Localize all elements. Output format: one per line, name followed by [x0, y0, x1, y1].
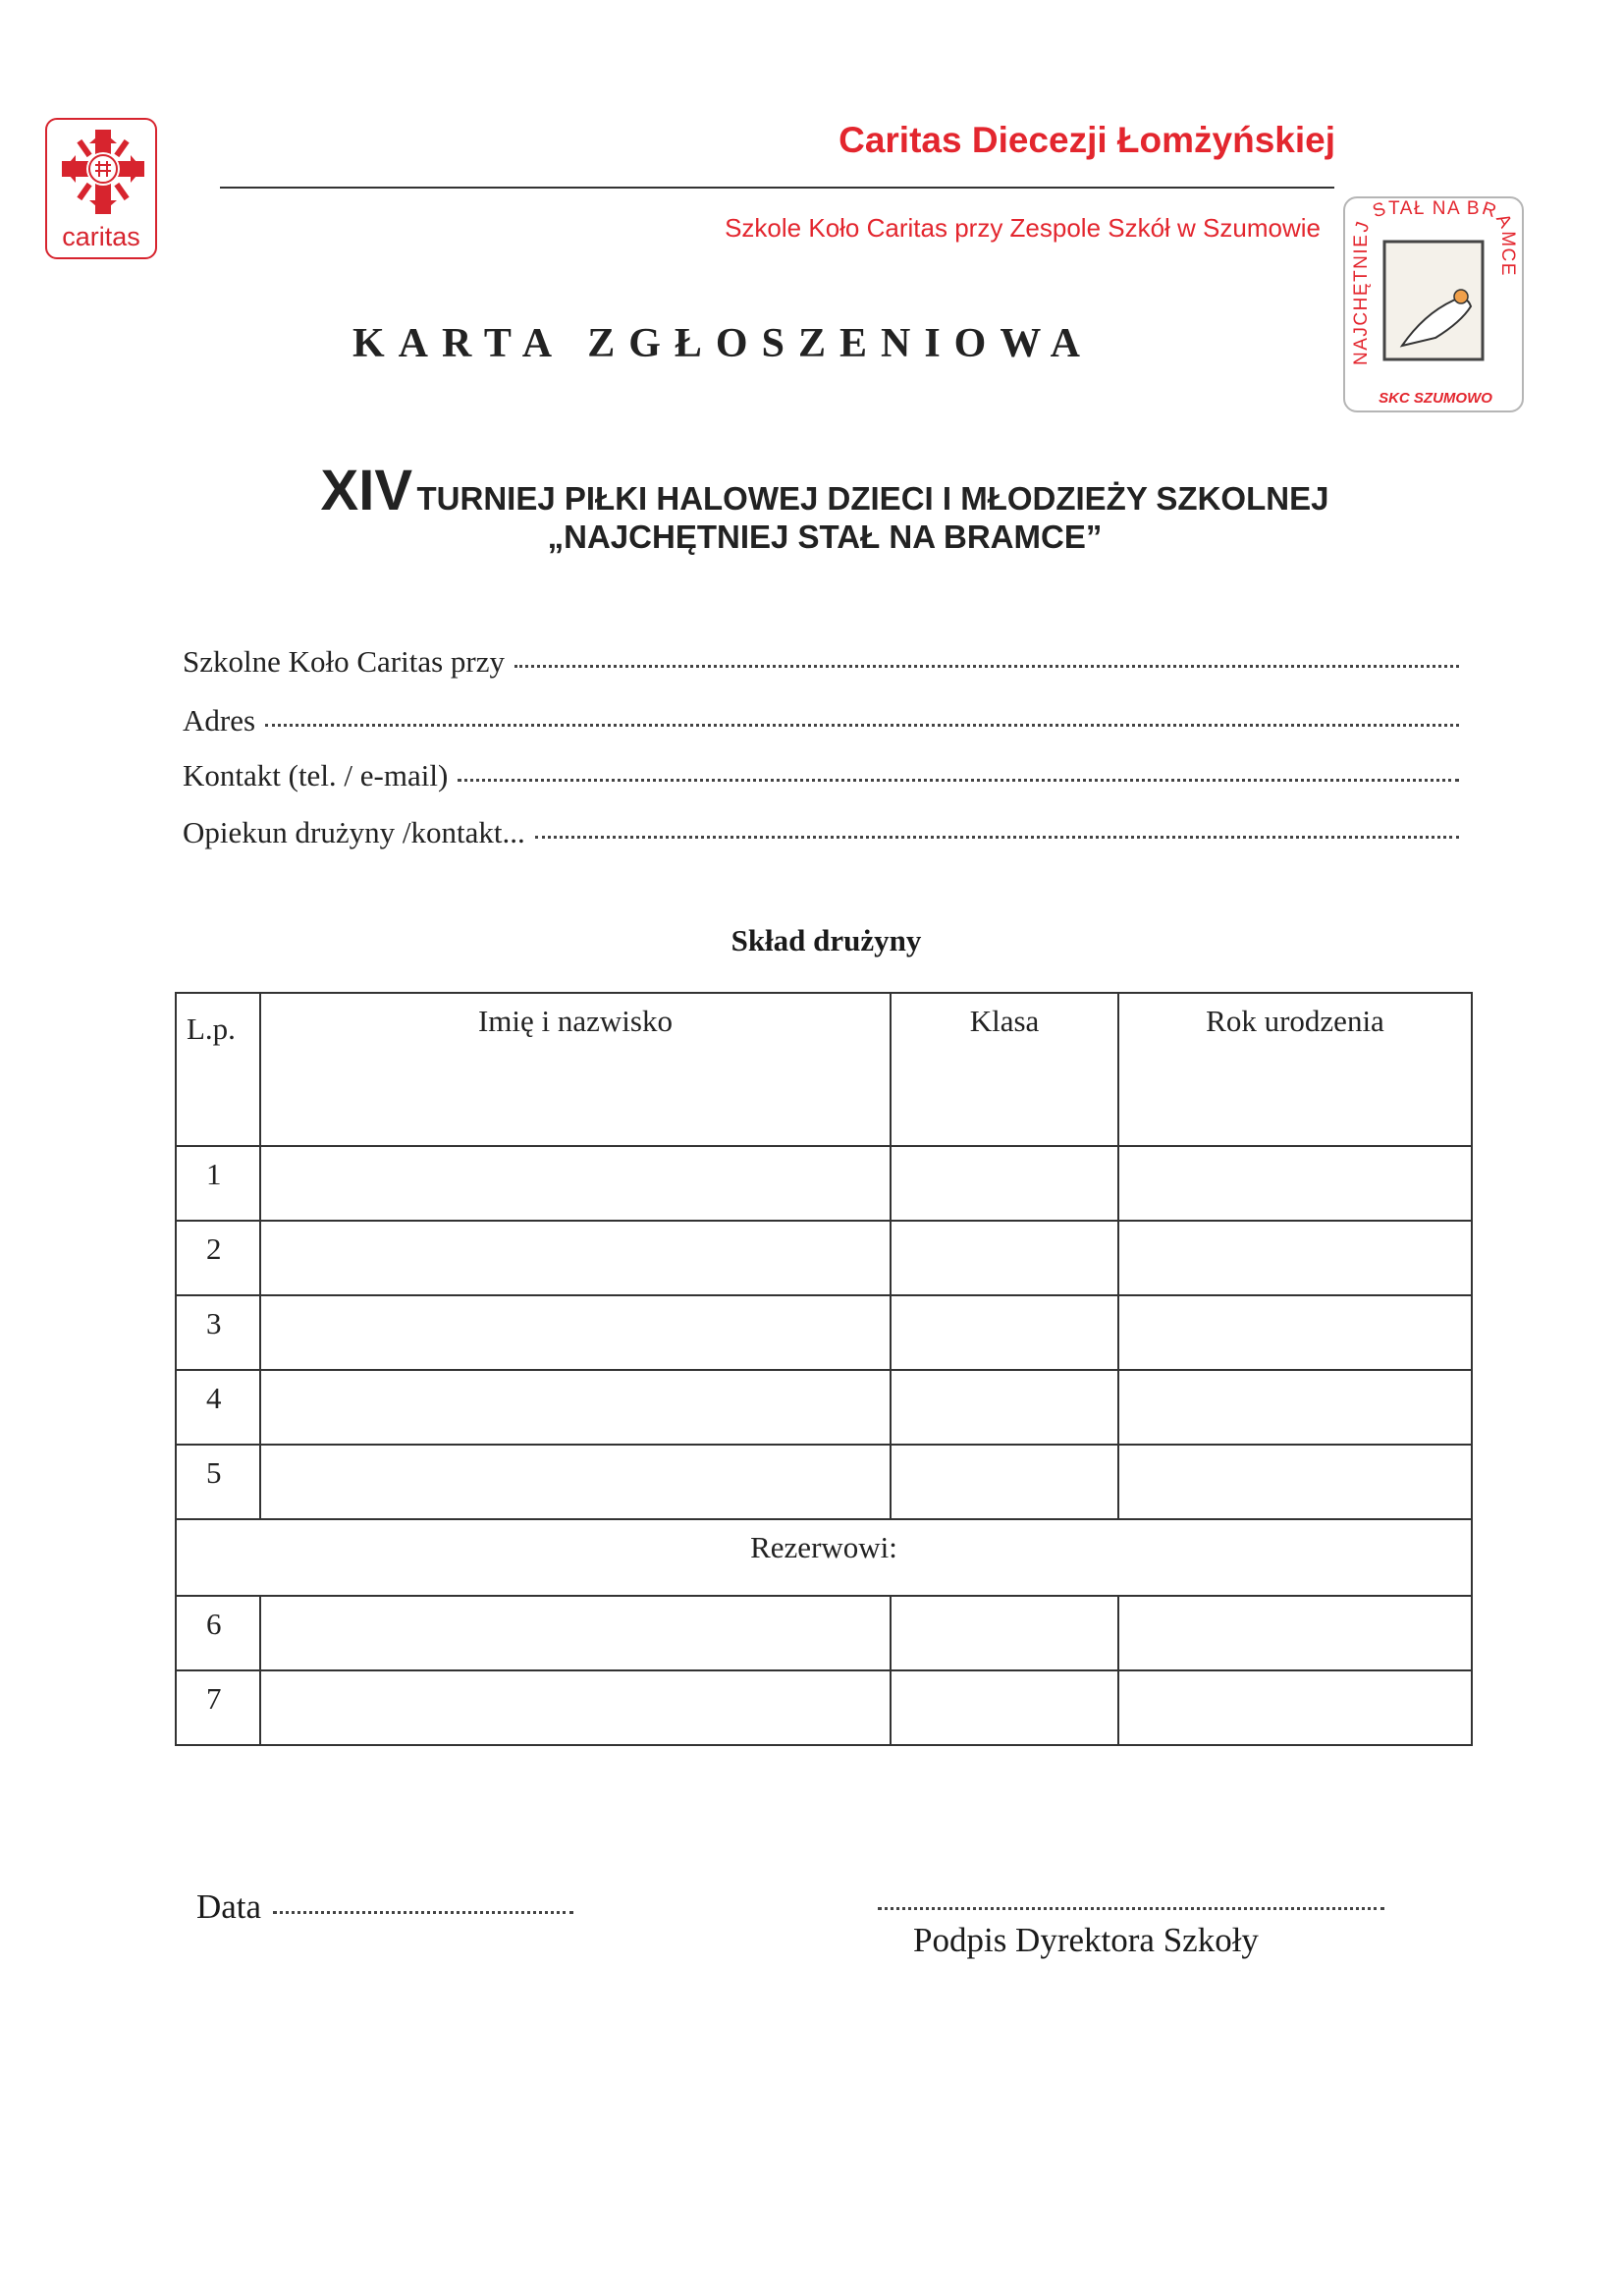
- row-number: 2: [176, 1221, 260, 1295]
- stamp-ring-text: NAJCHĘTNIEJ STAŁ NA BRAMCE: [1351, 198, 1518, 365]
- table-row: [176, 1445, 1472, 1519]
- date-label: Data: [196, 1887, 262, 1926]
- table-header-row: [176, 993, 1472, 1146]
- column-header-birth-year: Rok urodzenia: [1118, 993, 1472, 1146]
- column-header-lp: L.p.: [176, 993, 260, 1146]
- coach-dotted-line[interactable]: [535, 835, 1459, 839]
- organization-name: Caritas Diecezji Łomżyńskiej: [839, 120, 1335, 160]
- player-name-cell[interactable]: [260, 1370, 891, 1445]
- player-birth-year-cell[interactable]: [1118, 1370, 1472, 1445]
- player-birth-year-cell[interactable]: [1118, 1670, 1472, 1745]
- player-class-cell[interactable]: [891, 1370, 1118, 1445]
- school-club-label: Szkolne Koło Caritas przy: [183, 644, 506, 679]
- tournament-subtitle: „NAJCHĘTNIEJ STAŁ NA BRAMCE”: [547, 519, 1103, 555]
- player-name-cell[interactable]: [260, 1445, 891, 1519]
- player-birth-year-cell[interactable]: [1118, 1221, 1472, 1295]
- date-dotted-line[interactable]: [273, 1911, 573, 1914]
- form-title: KARTA ZGŁOSZENIOWA: [352, 321, 1095, 366]
- player-name-cell[interactable]: [260, 1670, 891, 1745]
- caritas-cross-icon: [60, 128, 146, 216]
- player-class-cell[interactable]: [891, 1295, 1118, 1370]
- contact-dotted-line[interactable]: [458, 778, 1459, 782]
- row-number: 1: [176, 1146, 260, 1221]
- player-name-cell[interactable]: [260, 1596, 891, 1670]
- player-birth-year-cell[interactable]: [1118, 1445, 1472, 1519]
- row-number: 6: [176, 1596, 260, 1670]
- header-divider: [220, 187, 1334, 189]
- table-row: [176, 1221, 1472, 1295]
- player-name-cell[interactable]: [260, 1295, 891, 1370]
- caritas-logo-text: caritas: [62, 222, 140, 251]
- address-label: Adres: [183, 703, 256, 738]
- school-club-field[interactable]: [183, 644, 1459, 680]
- reserves-row: [176, 1519, 1472, 1596]
- tournament-numeral: XIV: [320, 459, 413, 522]
- player-class-cell[interactable]: [891, 1596, 1118, 1670]
- skc-stamp: [1343, 196, 1524, 412]
- address-field[interactable]: [183, 703, 1459, 738]
- column-header-name: Imię i nazwisko: [260, 993, 891, 1146]
- signature-dotted-line[interactable]: [878, 1907, 1384, 1910]
- row-number: 3: [176, 1295, 260, 1370]
- player-name-cell[interactable]: [260, 1146, 891, 1221]
- team-table: [175, 992, 1473, 1746]
- contact-label: Kontakt (tel. / e-mail): [183, 758, 449, 793]
- table-row: [176, 1146, 1472, 1221]
- address-dotted-line[interactable]: [265, 723, 1459, 727]
- row-number: 4: [176, 1370, 260, 1445]
- contact-field[interactable]: [183, 758, 1459, 793]
- player-birth-year-cell[interactable]: [1118, 1146, 1472, 1221]
- table-row: [176, 1295, 1472, 1370]
- reserves-label: Rezerwowi:: [176, 1519, 1472, 1596]
- team-composition-heading: Skład drużyny: [730, 923, 922, 957]
- sub-organization-name: Szkole Koło Caritas przy Zespole Szkół w Szumowie: [725, 213, 1321, 243]
- tournament-name: TURNIEJ PIŁKI HALOWEJ DZIECI I MŁODZIEŻY SZKOLNEJ: [416, 480, 1329, 517]
- coach-field[interactable]: [183, 815, 1459, 850]
- table-row: [176, 1370, 1472, 1445]
- coach-label: Opiekun drużyny /kontakt...: [183, 815, 525, 849]
- goalkeeper-icon: [1345, 198, 1526, 414]
- player-birth-year-cell[interactable]: [1118, 1295, 1472, 1370]
- stamp-footer-text: SKC SZUMOWO: [1379, 390, 1492, 407]
- school-club-dotted-line[interactable]: [514, 664, 1459, 668]
- player-class-cell[interactable]: [891, 1670, 1118, 1745]
- row-number: 5: [176, 1445, 260, 1519]
- row-number: 7: [176, 1670, 260, 1745]
- tournament-title: [236, 458, 1414, 523]
- table-row: [176, 1596, 1472, 1670]
- date-field[interactable]: [196, 1887, 573, 1927]
- table-row: [176, 1670, 1472, 1745]
- player-birth-year-cell[interactable]: [1118, 1596, 1472, 1670]
- signature-label: Podpis Dyrektora Szkoły: [913, 1921, 1259, 1959]
- player-class-cell[interactable]: [891, 1221, 1118, 1295]
- player-class-cell[interactable]: [891, 1445, 1118, 1519]
- player-name-cell[interactable]: [260, 1221, 891, 1295]
- caritas-logo: [45, 118, 157, 259]
- column-header-class: Klasa: [891, 993, 1118, 1146]
- player-class-cell[interactable]: [891, 1146, 1118, 1221]
